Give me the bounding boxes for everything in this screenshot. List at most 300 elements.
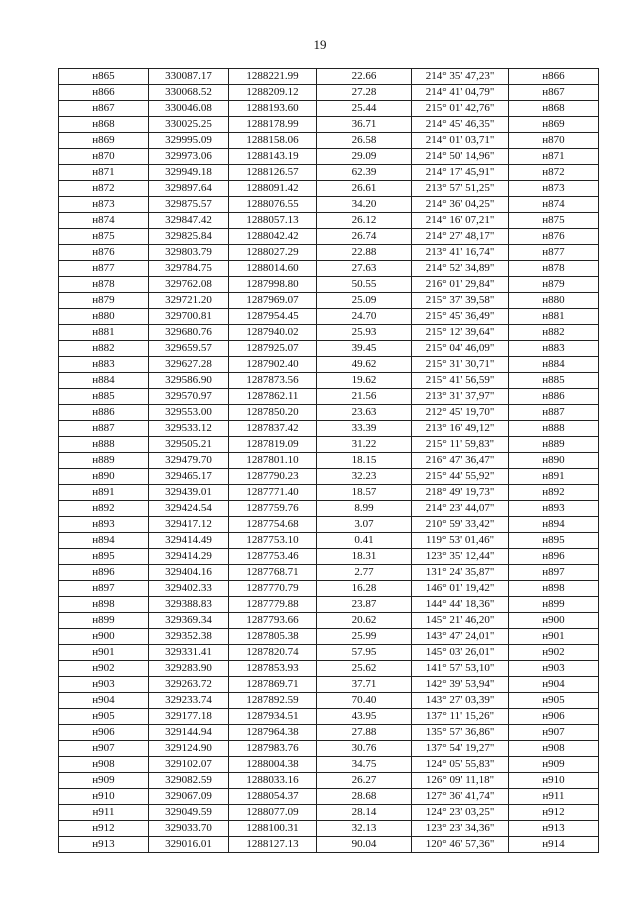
point-to-cell: н912 xyxy=(509,805,599,821)
bearing-cell: 212° 45' 19,70" xyxy=(412,405,509,421)
point-to-cell: н911 xyxy=(509,789,599,805)
distance-cell: 16.28 xyxy=(317,581,412,597)
bearing-cell: 144° 44' 18,36" xyxy=(412,597,509,613)
bearing-cell: 215° 44' 55,92" xyxy=(412,469,509,485)
bearing-cell: 214° 50' 14,96" xyxy=(412,149,509,165)
bearing-cell: 120° 46' 57,36" xyxy=(412,837,509,853)
point-to-cell: н876 xyxy=(509,229,599,245)
distance-cell: 34.75 xyxy=(317,757,412,773)
point-from-cell: н871 xyxy=(59,165,149,181)
distance-cell: 19.62 xyxy=(317,373,412,389)
point-from-cell: н869 xyxy=(59,133,149,149)
point-to-cell: н882 xyxy=(509,325,599,341)
point-to-cell: н907 xyxy=(509,725,599,741)
y-coordinate-cell: 1287793.66 xyxy=(229,613,317,629)
point-to-cell: н870 xyxy=(509,133,599,149)
point-from-cell: н875 xyxy=(59,229,149,245)
table-row xyxy=(59,69,599,85)
distance-cell: 28.14 xyxy=(317,805,412,821)
distance-cell: 23.63 xyxy=(317,405,412,421)
x-coordinate-cell: 329414.29 xyxy=(149,549,229,565)
table-row xyxy=(59,181,599,197)
point-to-cell: н898 xyxy=(509,581,599,597)
point-from-cell: н911 xyxy=(59,805,149,821)
point-from-cell: н883 xyxy=(59,357,149,373)
point-from-cell: н868 xyxy=(59,117,149,133)
y-coordinate-cell: 1287790.23 xyxy=(229,469,317,485)
y-coordinate-cell: 1288209.12 xyxy=(229,85,317,101)
coordinates-table-body xyxy=(59,69,599,853)
x-coordinate-cell: 329439.01 xyxy=(149,485,229,501)
bearing-cell: 143° 27' 03,39" xyxy=(412,693,509,709)
table-row xyxy=(59,725,599,741)
table-row xyxy=(59,661,599,677)
bearing-cell: 214° 35' 47,23" xyxy=(412,69,509,85)
y-coordinate-cell: 1287902.40 xyxy=(229,357,317,373)
distance-cell: 49.62 xyxy=(317,357,412,373)
point-from-cell: н880 xyxy=(59,309,149,325)
point-from-cell: н870 xyxy=(59,149,149,165)
x-coordinate-cell: 329352.38 xyxy=(149,629,229,645)
point-to-cell: н905 xyxy=(509,693,599,709)
x-coordinate-cell: 329369.34 xyxy=(149,613,229,629)
y-coordinate-cell: 1287820.74 xyxy=(229,645,317,661)
distance-cell: 18.57 xyxy=(317,485,412,501)
y-coordinate-cell: 1288027.29 xyxy=(229,245,317,261)
x-coordinate-cell: 329424.54 xyxy=(149,501,229,517)
y-coordinate-cell: 1288143.19 xyxy=(229,149,317,165)
point-to-cell: н890 xyxy=(509,453,599,469)
x-coordinate-cell: 329586.90 xyxy=(149,373,229,389)
table-row xyxy=(59,773,599,789)
y-coordinate-cell: 1288193.60 xyxy=(229,101,317,117)
y-coordinate-cell: 1287850.20 xyxy=(229,405,317,421)
y-coordinate-cell: 1288158.06 xyxy=(229,133,317,149)
x-coordinate-cell: 329263.72 xyxy=(149,677,229,693)
y-coordinate-cell: 1288100.31 xyxy=(229,821,317,837)
point-from-cell: н909 xyxy=(59,773,149,789)
x-coordinate-cell: 330087.17 xyxy=(149,69,229,85)
y-coordinate-cell: 1288126.57 xyxy=(229,165,317,181)
bearing-cell: 135° 57' 36,86" xyxy=(412,725,509,741)
table-row xyxy=(59,213,599,229)
x-coordinate-cell: 329803.79 xyxy=(149,245,229,261)
y-coordinate-cell: 1288033.16 xyxy=(229,773,317,789)
table-row xyxy=(59,149,599,165)
y-coordinate-cell: 1288054.37 xyxy=(229,789,317,805)
y-coordinate-cell: 1287892.59 xyxy=(229,693,317,709)
bearing-cell: 145° 21' 46,20" xyxy=(412,613,509,629)
y-coordinate-cell: 1287964.38 xyxy=(229,725,317,741)
table-row xyxy=(59,517,599,533)
bearing-cell: 215° 11' 59,83" xyxy=(412,437,509,453)
bearing-cell: 215° 41' 56,59" xyxy=(412,373,509,389)
table-row xyxy=(59,757,599,773)
y-coordinate-cell: 1288221.99 xyxy=(229,69,317,85)
bearing-cell: 213° 57' 51,25" xyxy=(412,181,509,197)
bearing-cell: 215° 04' 46,09" xyxy=(412,341,509,357)
x-coordinate-cell: 329404.16 xyxy=(149,565,229,581)
y-coordinate-cell: 1287969.07 xyxy=(229,293,317,309)
point-from-cell: н889 xyxy=(59,453,149,469)
bearing-cell: 215° 12' 39,64" xyxy=(412,325,509,341)
distance-cell: 26.27 xyxy=(317,773,412,789)
table-row xyxy=(59,837,599,853)
point-to-cell: н900 xyxy=(509,613,599,629)
point-from-cell: н876 xyxy=(59,245,149,261)
x-coordinate-cell: 329533.12 xyxy=(149,421,229,437)
bearing-cell: 213° 41' 16,74" xyxy=(412,245,509,261)
y-coordinate-cell: 1287873.56 xyxy=(229,373,317,389)
distance-cell: 22.88 xyxy=(317,245,412,261)
table-row xyxy=(59,469,599,485)
table-row xyxy=(59,645,599,661)
point-to-cell: н897 xyxy=(509,565,599,581)
y-coordinate-cell: 1287768.71 xyxy=(229,565,317,581)
bearing-cell: 215° 37' 39,58" xyxy=(412,293,509,309)
point-from-cell: н874 xyxy=(59,213,149,229)
y-coordinate-cell: 1287753.10 xyxy=(229,533,317,549)
y-coordinate-cell: 1288057.13 xyxy=(229,213,317,229)
y-coordinate-cell: 1287753.46 xyxy=(229,549,317,565)
bearing-cell: 137° 11' 15,26" xyxy=(412,709,509,725)
table-row xyxy=(59,293,599,309)
distance-cell: 26.74 xyxy=(317,229,412,245)
table-row xyxy=(59,677,599,693)
y-coordinate-cell: 1287869.71 xyxy=(229,677,317,693)
table-row xyxy=(59,421,599,437)
table-row xyxy=(59,693,599,709)
y-coordinate-cell: 1287837.42 xyxy=(229,421,317,437)
point-to-cell: н894 xyxy=(509,517,599,533)
table-row xyxy=(59,245,599,261)
point-to-cell: н871 xyxy=(509,149,599,165)
table-row xyxy=(59,309,599,325)
table-row xyxy=(59,277,599,293)
point-to-cell: н873 xyxy=(509,181,599,197)
bearing-cell: 119° 53' 01,46" xyxy=(412,533,509,549)
y-coordinate-cell: 1287862.11 xyxy=(229,389,317,405)
table-row xyxy=(59,501,599,517)
x-coordinate-cell: 329082.59 xyxy=(149,773,229,789)
point-from-cell: н894 xyxy=(59,533,149,549)
y-coordinate-cell: 1287801.10 xyxy=(229,453,317,469)
distance-cell: 32.13 xyxy=(317,821,412,837)
point-to-cell: н883 xyxy=(509,341,599,357)
point-to-cell: н866 xyxy=(509,69,599,85)
y-coordinate-cell: 1288127.13 xyxy=(229,837,317,853)
point-to-cell: н901 xyxy=(509,629,599,645)
distance-cell: 37.71 xyxy=(317,677,412,693)
point-from-cell: н885 xyxy=(59,389,149,405)
point-to-cell: н906 xyxy=(509,709,599,725)
bearing-cell: 127° 36' 41,74" xyxy=(412,789,509,805)
table-row xyxy=(59,405,599,421)
table-row xyxy=(59,341,599,357)
distance-cell: 22.66 xyxy=(317,69,412,85)
point-to-cell: н885 xyxy=(509,373,599,389)
bearing-cell: 213° 31' 37,97" xyxy=(412,389,509,405)
point-from-cell: н872 xyxy=(59,181,149,197)
point-from-cell: н902 xyxy=(59,661,149,677)
x-coordinate-cell: 329233.74 xyxy=(149,693,229,709)
x-coordinate-cell: 329875.57 xyxy=(149,197,229,213)
x-coordinate-cell: 329283.90 xyxy=(149,661,229,677)
point-to-cell: н880 xyxy=(509,293,599,309)
point-from-cell: н904 xyxy=(59,693,149,709)
x-coordinate-cell: 329553.00 xyxy=(149,405,229,421)
point-from-cell: н886 xyxy=(59,405,149,421)
distance-cell: 70.40 xyxy=(317,693,412,709)
point-from-cell: н878 xyxy=(59,277,149,293)
bearing-cell: 216° 47' 36,47" xyxy=(412,453,509,469)
point-from-cell: н901 xyxy=(59,645,149,661)
point-to-cell: н888 xyxy=(509,421,599,437)
point-to-cell: н867 xyxy=(509,85,599,101)
distance-cell: 33.39 xyxy=(317,421,412,437)
bearing-cell: 213° 16' 49,12" xyxy=(412,421,509,437)
y-coordinate-cell: 1287934.51 xyxy=(229,709,317,725)
y-coordinate-cell: 1287770.79 xyxy=(229,581,317,597)
table-row xyxy=(59,533,599,549)
bearing-cell: 218° 49' 19,73" xyxy=(412,485,509,501)
point-from-cell: н884 xyxy=(59,373,149,389)
x-coordinate-cell: 329414.49 xyxy=(149,533,229,549)
y-coordinate-cell: 1288042.42 xyxy=(229,229,317,245)
bearing-cell: 143° 47' 24,01" xyxy=(412,629,509,645)
table-row xyxy=(59,357,599,373)
bearing-cell: 215° 01' 42,76" xyxy=(412,101,509,117)
distance-cell: 43.95 xyxy=(317,709,412,725)
point-from-cell: н908 xyxy=(59,757,149,773)
distance-cell: 27.63 xyxy=(317,261,412,277)
point-to-cell: н879 xyxy=(509,277,599,293)
x-coordinate-cell: 329897.64 xyxy=(149,181,229,197)
x-coordinate-cell: 329417.12 xyxy=(149,517,229,533)
distance-cell: 62.39 xyxy=(317,165,412,181)
coordinates-table xyxy=(58,68,599,853)
point-to-cell: н899 xyxy=(509,597,599,613)
bearing-cell: 146° 01' 19,42" xyxy=(412,581,509,597)
table-row xyxy=(59,629,599,645)
x-coordinate-cell: 329680.76 xyxy=(149,325,229,341)
point-to-cell: н908 xyxy=(509,741,599,757)
distance-cell: 8.99 xyxy=(317,501,412,517)
point-from-cell: н900 xyxy=(59,629,149,645)
y-coordinate-cell: 1287771.40 xyxy=(229,485,317,501)
x-coordinate-cell: 329700.81 xyxy=(149,309,229,325)
bearing-cell: 210° 59' 33,42" xyxy=(412,517,509,533)
table-row xyxy=(59,613,599,629)
bearing-cell: 124° 05' 55,83" xyxy=(412,757,509,773)
table-row xyxy=(59,229,599,245)
table-row xyxy=(59,85,599,101)
point-to-cell: н891 xyxy=(509,469,599,485)
point-from-cell: н907 xyxy=(59,741,149,757)
x-coordinate-cell: 329033.70 xyxy=(149,821,229,837)
table-row xyxy=(59,549,599,565)
point-from-cell: н893 xyxy=(59,517,149,533)
point-to-cell: н881 xyxy=(509,309,599,325)
table-row xyxy=(59,101,599,117)
point-to-cell: н892 xyxy=(509,485,599,501)
point-to-cell: н889 xyxy=(509,437,599,453)
table-row xyxy=(59,709,599,725)
distance-cell: 24.70 xyxy=(317,309,412,325)
y-coordinate-cell: 1287983.76 xyxy=(229,741,317,757)
table-row xyxy=(59,373,599,389)
point-from-cell: н877 xyxy=(59,261,149,277)
bearing-cell: 215° 45' 36,49" xyxy=(412,309,509,325)
bearing-cell: 216° 01' 29,84" xyxy=(412,277,509,293)
x-coordinate-cell: 329995.09 xyxy=(149,133,229,149)
bearing-cell: 126° 09' 11,18" xyxy=(412,773,509,789)
x-coordinate-cell: 329659.57 xyxy=(149,341,229,357)
page-number: 19 xyxy=(313,37,327,52)
distance-cell: 57.95 xyxy=(317,645,412,661)
y-coordinate-cell: 1287853.93 xyxy=(229,661,317,677)
point-from-cell: н912 xyxy=(59,821,149,837)
distance-cell: 36.71 xyxy=(317,117,412,133)
point-to-cell: н869 xyxy=(509,117,599,133)
point-from-cell: н881 xyxy=(59,325,149,341)
x-coordinate-cell: 329479.70 xyxy=(149,453,229,469)
table-row xyxy=(59,389,599,405)
x-coordinate-cell: 329465.17 xyxy=(149,469,229,485)
table-row xyxy=(59,133,599,149)
point-to-cell: н884 xyxy=(509,357,599,373)
y-coordinate-cell: 1288077.09 xyxy=(229,805,317,821)
distance-cell: 23.87 xyxy=(317,597,412,613)
y-coordinate-cell: 1288091.42 xyxy=(229,181,317,197)
table-row xyxy=(59,325,599,341)
x-coordinate-cell: 329627.28 xyxy=(149,357,229,373)
x-coordinate-cell: 329762.08 xyxy=(149,277,229,293)
distance-cell: 25.99 xyxy=(317,629,412,645)
table-row xyxy=(59,117,599,133)
y-coordinate-cell: 1287925.07 xyxy=(229,341,317,357)
point-from-cell: н899 xyxy=(59,613,149,629)
x-coordinate-cell: 329016.01 xyxy=(149,837,229,853)
point-to-cell: н886 xyxy=(509,389,599,405)
table-row xyxy=(59,261,599,277)
x-coordinate-cell: 329825.84 xyxy=(149,229,229,245)
point-to-cell: н904 xyxy=(509,677,599,693)
y-coordinate-cell: 1287754.68 xyxy=(229,517,317,533)
point-from-cell: н867 xyxy=(59,101,149,117)
bearing-cell: 131° 24' 35,87" xyxy=(412,565,509,581)
y-coordinate-cell: 1287940.02 xyxy=(229,325,317,341)
point-to-cell: н875 xyxy=(509,213,599,229)
bearing-cell: 214° 17' 45,91" xyxy=(412,165,509,181)
bearing-cell: 137° 54' 19,27" xyxy=(412,741,509,757)
bearing-cell: 215° 31' 30,71" xyxy=(412,357,509,373)
point-to-cell: н903 xyxy=(509,661,599,677)
table-row xyxy=(59,453,599,469)
point-from-cell: н903 xyxy=(59,677,149,693)
point-to-cell: н910 xyxy=(509,773,599,789)
y-coordinate-cell: 1287819.09 xyxy=(229,437,317,453)
bearing-cell: 214° 23' 44,07" xyxy=(412,501,509,517)
y-coordinate-cell: 1287954.45 xyxy=(229,309,317,325)
point-to-cell: н872 xyxy=(509,165,599,181)
distance-cell: 25.93 xyxy=(317,325,412,341)
y-coordinate-cell: 1288004.38 xyxy=(229,757,317,773)
distance-cell: 27.88 xyxy=(317,725,412,741)
x-coordinate-cell: 330025.25 xyxy=(149,117,229,133)
x-coordinate-cell: 329067.09 xyxy=(149,789,229,805)
bearing-cell: 142° 39' 53,94" xyxy=(412,677,509,693)
point-from-cell: н890 xyxy=(59,469,149,485)
x-coordinate-cell: 330046.08 xyxy=(149,101,229,117)
y-coordinate-cell: 1287779.88 xyxy=(229,597,317,613)
x-coordinate-cell: 329177.18 xyxy=(149,709,229,725)
bearing-cell: 214° 41' 04,79" xyxy=(412,85,509,101)
point-to-cell: н895 xyxy=(509,533,599,549)
x-coordinate-cell: 329505.21 xyxy=(149,437,229,453)
bearing-cell: 145° 03' 26,01" xyxy=(412,645,509,661)
point-to-cell: н887 xyxy=(509,405,599,421)
x-coordinate-cell: 329847.42 xyxy=(149,213,229,229)
point-from-cell: н891 xyxy=(59,485,149,501)
point-from-cell: н879 xyxy=(59,293,149,309)
distance-cell: 26.58 xyxy=(317,133,412,149)
table-row xyxy=(59,821,599,837)
point-from-cell: н888 xyxy=(59,437,149,453)
distance-cell: 50.55 xyxy=(317,277,412,293)
x-coordinate-cell: 329144.94 xyxy=(149,725,229,741)
bearing-cell: 123° 23' 34,36" xyxy=(412,821,509,837)
y-coordinate-cell: 1287998.80 xyxy=(229,277,317,293)
bearing-cell: 214° 01' 03,71" xyxy=(412,133,509,149)
bearing-cell: 123° 35' 12,44" xyxy=(412,549,509,565)
distance-cell: 18.31 xyxy=(317,549,412,565)
x-coordinate-cell: 329124.90 xyxy=(149,741,229,757)
y-coordinate-cell: 1288076.55 xyxy=(229,197,317,213)
distance-cell: 28.68 xyxy=(317,789,412,805)
x-coordinate-cell: 329721.20 xyxy=(149,293,229,309)
y-coordinate-cell: 1287805.38 xyxy=(229,629,317,645)
point-from-cell: н873 xyxy=(59,197,149,213)
y-coordinate-cell: 1288178.99 xyxy=(229,117,317,133)
point-to-cell: н877 xyxy=(509,245,599,261)
bearing-cell: 214° 45' 46,35" xyxy=(412,117,509,133)
point-from-cell: н895 xyxy=(59,549,149,565)
distance-cell: 30.76 xyxy=(317,741,412,757)
distance-cell: 25.62 xyxy=(317,661,412,677)
table-row xyxy=(59,597,599,613)
point-to-cell: н878 xyxy=(509,261,599,277)
table-row xyxy=(59,165,599,181)
bearing-cell: 124° 23' 03,25" xyxy=(412,805,509,821)
distance-cell: 25.09 xyxy=(317,293,412,309)
distance-cell: 90.04 xyxy=(317,837,412,853)
bearing-cell: 214° 16' 07,21" xyxy=(412,213,509,229)
x-coordinate-cell: 329102.07 xyxy=(149,757,229,773)
table-row xyxy=(59,581,599,597)
point-to-cell: н893 xyxy=(509,501,599,517)
distance-cell: 2.77 xyxy=(317,565,412,581)
point-to-cell: н909 xyxy=(509,757,599,773)
x-coordinate-cell: 329570.97 xyxy=(149,389,229,405)
x-coordinate-cell: 329402.33 xyxy=(149,581,229,597)
point-from-cell: н865 xyxy=(59,69,149,85)
bearing-cell: 214° 36' 04,25" xyxy=(412,197,509,213)
distance-cell: 0.41 xyxy=(317,533,412,549)
table-row xyxy=(59,741,599,757)
x-coordinate-cell: 329388.83 xyxy=(149,597,229,613)
x-coordinate-cell: 329049.59 xyxy=(149,805,229,821)
